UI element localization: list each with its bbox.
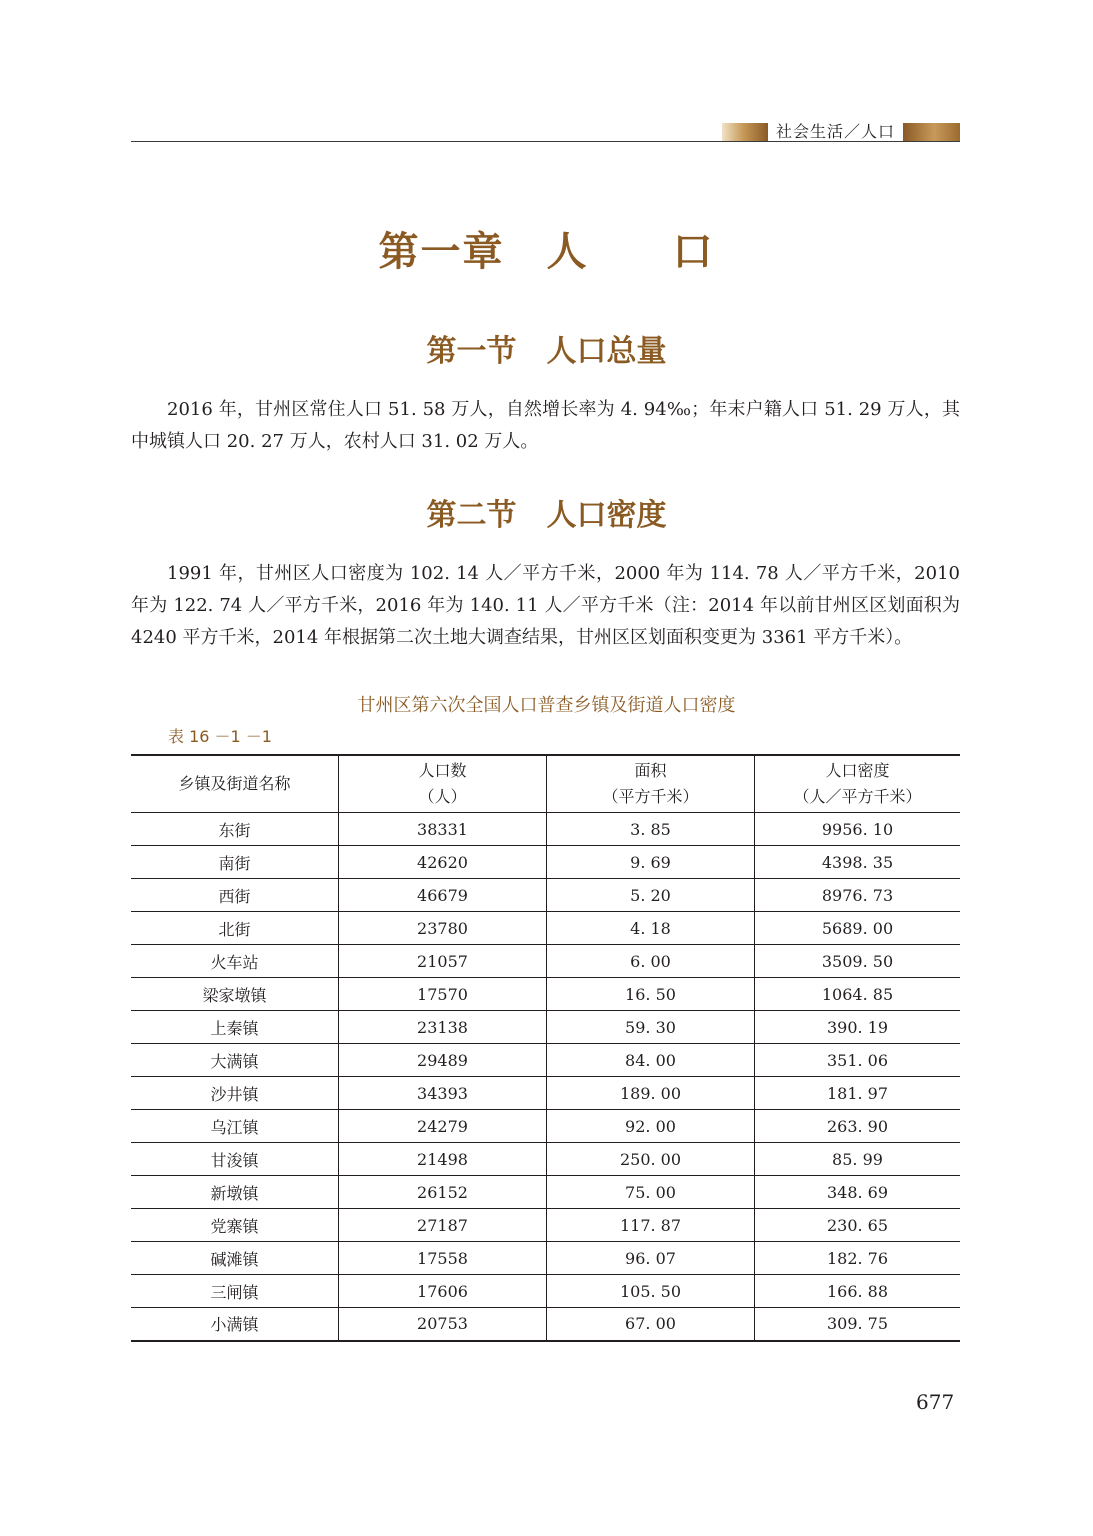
cell-density: 85. 99 xyxy=(755,1143,961,1176)
cell-population: 20753 xyxy=(339,1308,547,1341)
cell-town-name: 新墩镇 xyxy=(210,1183,259,1203)
cell-town-name: 梁家墩镇 xyxy=(202,985,267,1005)
header-town-name: 乡镇及街道名称 xyxy=(178,774,291,793)
table-row xyxy=(131,1176,960,1209)
table-row xyxy=(131,1077,960,1110)
cell-population: 21057 xyxy=(339,945,547,978)
cell-density: 348. 69 xyxy=(755,1176,961,1209)
cell-town-name: 南街 xyxy=(218,853,251,873)
section-title-1: 第一节 人口总量 xyxy=(426,334,667,369)
cell-area: 96. 07 xyxy=(547,1242,755,1275)
section-title-2: 第二节 人口密度 xyxy=(426,498,667,533)
cell-area: 189. 00 xyxy=(547,1077,755,1110)
cell-area: 75. 00 xyxy=(547,1176,755,1209)
cell-population: 27187 xyxy=(339,1209,547,1242)
cell-population: 23780 xyxy=(339,912,547,945)
cell-density: 230. 65 xyxy=(755,1209,961,1242)
header-population: 人口数 （人） xyxy=(339,755,547,813)
table-row xyxy=(131,1242,960,1275)
cell-density: 351. 06 xyxy=(755,1044,961,1077)
cell-town-name: 碱滩镇 xyxy=(210,1249,259,1269)
cell-town-name: 党寨镇 xyxy=(210,1216,259,1236)
cell-area: 84. 00 xyxy=(547,1044,755,1077)
cell-town-name: 小满镇 xyxy=(210,1315,259,1335)
running-title: 社会生活／人口 xyxy=(768,123,903,141)
cell-area: 16. 50 xyxy=(547,978,755,1011)
cell-population: 21498 xyxy=(339,1143,547,1176)
table-number: 表 16 －1 －1 xyxy=(168,727,272,746)
table-row xyxy=(131,1308,960,1341)
cell-density: 3509. 50 xyxy=(755,945,961,978)
cell-population: 24279 xyxy=(339,1110,547,1143)
cell-area: 6. 00 xyxy=(547,945,755,978)
header-decor-right xyxy=(903,123,960,141)
cell-population: 17558 xyxy=(339,1242,547,1275)
cell-population: 38331 xyxy=(339,813,547,846)
cell-town-name: 甘浚镇 xyxy=(210,1150,259,1170)
cell-town-name: 火车站 xyxy=(210,952,259,972)
cell-town-name: 东街 xyxy=(218,820,251,840)
table-row xyxy=(131,1275,960,1308)
cell-density: 1064. 85 xyxy=(755,978,961,1011)
cell-area: 3. 85 xyxy=(547,813,755,846)
paragraph-2: 1991 年，甘州区人口密度为 102. 14 人／平方千米，2000 年为 114. 78 人／平方千米，2010 年为 122. 74 人／平方千米，2016 年为 140. 11 人／平方千米（注：2014 年以前甘州区区划面积为 4240 平方千米，2014 年根据第二次土地大调查结果，甘州区区划面积变更为 3361 平方千米）。 xyxy=(131,563,960,648)
table-caption: 甘州区第六次全国人口普查乡镇及街道人口密度 xyxy=(357,695,736,716)
cell-population: 17570 xyxy=(339,978,547,1011)
cell-population: 42620 xyxy=(339,846,547,879)
cell-density: 5689. 00 xyxy=(755,912,961,945)
cell-area: 105. 50 xyxy=(547,1275,755,1308)
cell-density: 4398. 35 xyxy=(755,846,961,879)
table-row xyxy=(131,978,960,1011)
table-header-row xyxy=(131,755,960,813)
cell-area: 67. 00 xyxy=(547,1308,755,1341)
header-density: 人口密度 （人／平方千米） xyxy=(755,755,961,813)
running-header xyxy=(722,123,960,141)
cell-area: 59. 30 xyxy=(547,1011,755,1044)
cell-area: 250. 00 xyxy=(547,1143,755,1176)
table-row xyxy=(131,1044,960,1077)
cell-population: 29489 xyxy=(339,1044,547,1077)
cell-area: 4. 18 xyxy=(547,912,755,945)
cell-area: 9. 69 xyxy=(547,846,755,879)
cell-density: 263. 90 xyxy=(755,1110,961,1143)
cell-area: 117. 87 xyxy=(547,1209,755,1242)
cell-town-name: 上秦镇 xyxy=(210,1018,259,1038)
table-row xyxy=(131,1209,960,1242)
header-area: 面积 （平方千米） xyxy=(547,755,755,813)
cell-density: 390. 19 xyxy=(755,1011,961,1044)
paragraph-1: 2016 年，甘州区常住人口 51. 58 万人，自然增长率为 4. 94‰；年末户籍人口 51. 29 万人，其中城镇人口 20. 27 万人，农村人口 31. 02 万人。 xyxy=(131,399,960,452)
cell-population: 46679 xyxy=(339,879,547,912)
cell-area: 5. 20 xyxy=(547,879,755,912)
cell-density: 166. 88 xyxy=(755,1275,961,1308)
cell-density: 181. 97 xyxy=(755,1077,961,1110)
header-rule xyxy=(131,141,960,142)
cell-town-name: 北街 xyxy=(218,919,251,939)
table-row xyxy=(131,879,960,912)
cell-town-name: 大满镇 xyxy=(210,1051,259,1071)
cell-town-name: 三闸镇 xyxy=(210,1282,259,1302)
cell-population: 26152 xyxy=(339,1176,547,1209)
cell-area: 92. 00 xyxy=(547,1110,755,1143)
table-row xyxy=(131,945,960,978)
header-decor-left xyxy=(722,123,768,141)
table-row xyxy=(131,813,960,846)
table-row xyxy=(131,1143,960,1176)
cell-density: 182. 76 xyxy=(755,1242,961,1275)
cell-density: 9956. 10 xyxy=(755,813,961,846)
table-row xyxy=(131,1011,960,1044)
chapter-title: 第一章 人 口 xyxy=(378,229,715,275)
cell-population: 34393 xyxy=(339,1077,547,1110)
table-row xyxy=(131,846,960,879)
table-row xyxy=(131,1110,960,1143)
page-number: 677 xyxy=(916,1390,955,1414)
table-body xyxy=(131,813,960,1341)
table-row xyxy=(131,912,960,945)
cell-density: 8976. 73 xyxy=(755,879,961,912)
cell-population: 23138 xyxy=(339,1011,547,1044)
cell-density: 309. 75 xyxy=(755,1308,961,1341)
cell-town-name: 西街 xyxy=(218,886,251,906)
cell-population: 17606 xyxy=(339,1275,547,1308)
population-density-table xyxy=(131,754,960,1342)
cell-town-name: 沙井镇 xyxy=(210,1084,259,1104)
cell-town-name: 乌江镇 xyxy=(210,1117,259,1137)
